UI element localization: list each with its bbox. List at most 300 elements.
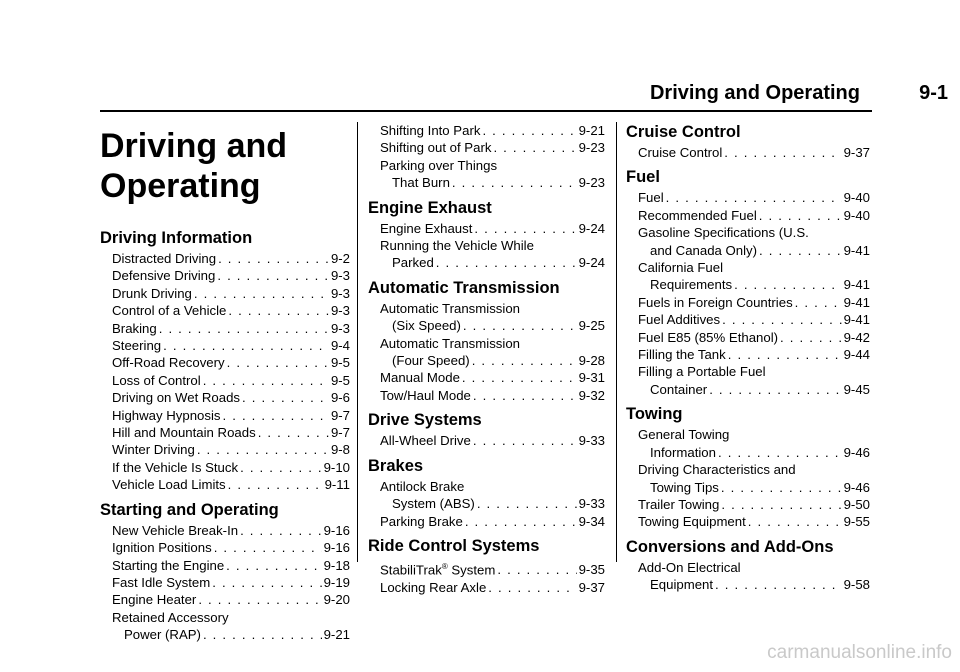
entry-row[interactable] [380,432,605,449]
entry-toc-link[interactable] [368,478,605,513]
entry-row[interactable] [638,242,870,259]
entry-title-text[interactable]: Steering [112,338,162,354]
entry-title[interactable] [380,369,460,386]
entry-title[interactable] [112,424,256,441]
toc-section [100,228,350,494]
entry-toc-link[interactable] [368,369,605,386]
entry-title-line2[interactable]: (Six Speed) [392,318,461,334]
entry-row[interactable] [112,267,350,284]
entry-row[interactable] [380,369,605,386]
entry-toc-link[interactable] [100,407,350,424]
section-heading: Conversions and Add-Ons [626,537,834,556]
entry-toc-link[interactable] [626,207,870,224]
entry-title-text[interactable]: If the Vehicle Is Stuck [112,459,239,475]
entry-toc-link[interactable] [100,459,350,476]
toc-section [100,500,350,644]
entry-title[interactable] [112,557,224,574]
entry-toc-link[interactable] [626,189,870,206]
entry-title-text[interactable]: Tow/Haul Mode [380,387,471,403]
entry-title-line1[interactable]: Retained Accessory [112,609,229,625]
entry-row[interactable] [638,444,870,461]
entry-page[interactable]: 9-33 [578,496,605,512]
entry-title[interactable] [380,220,472,237]
entry-title[interactable] [112,302,226,319]
entry-title[interactable] [380,513,463,530]
leader-dots [728,346,842,363]
entry-toc-link[interactable] [626,363,870,398]
entry-row[interactable] [380,513,605,530]
toc-column-2 [368,122,605,602]
entry-row[interactable] [638,144,870,161]
entry-page[interactable]: 9-16 [323,522,350,538]
entry-title-line2[interactable]: Information [650,444,716,460]
entry-toc-link[interactable] [100,539,350,556]
leader-dots [228,302,329,319]
entry-toc-link[interactable] [100,267,350,284]
leader-dots [721,496,841,513]
entry-toc-link[interactable] [100,250,350,267]
entry-page[interactable]: 9-19 [323,574,350,590]
entry-title[interactable] [112,591,196,608]
header-page-number: 9-1 [919,82,948,104]
entry-page[interactable]: 9-42 [843,329,870,345]
entry-title-line1[interactable]: General Towing [638,427,730,443]
section-heading: Brakes [368,456,424,475]
entry-title-text[interactable]: Driving on Wet Roads [112,390,241,406]
toc-column-1 [100,122,350,650]
entry-title-text[interactable]: Winter Driving [112,442,195,458]
leader-dots [482,122,576,139]
entry-title-text[interactable]: Control of a Vehicle [112,303,227,319]
entry-title[interactable] [380,579,486,596]
entry-title-text[interactable]: Fuel Additives [638,312,721,328]
entry-toc-link[interactable] [368,300,605,335]
entry-title-text[interactable]: Hill and Mountain Roads [112,425,256,441]
leader-dots [198,591,321,608]
entry-row[interactable] [380,558,605,579]
leader-dots [436,254,577,271]
entry-title-text[interactable]: Vehicle Load Limits [112,477,226,493]
entry-toc-link[interactable] [368,432,605,449]
entry-row[interactable] [112,557,350,574]
leader-dots [473,387,577,404]
entry-title-line2[interactable]: (Four Speed) [392,353,470,369]
entry-title[interactable] [112,574,210,591]
entry-title-text[interactable]: Loss of Control [112,372,201,388]
entry-row[interactable] [112,626,350,643]
entry-page[interactable]: 9-10 [323,459,350,475]
column-divider [357,122,358,562]
entry-page[interactable]: 9-5 [330,355,350,371]
leader-dots [721,479,842,496]
entry-row[interactable] [112,389,350,406]
entry-title-suffix[interactable]: System [447,562,496,578]
entry-title-line1[interactable]: Gasoline Specifications (U.S. [638,225,809,241]
entry-page[interactable]: 9-23 [578,175,605,191]
entry-row[interactable] [112,407,350,424]
entry-title-text[interactable]: Ignition Positions [112,540,212,556]
entry-row[interactable] [638,189,870,206]
entry-page[interactable]: 9-58 [843,577,870,593]
entry-row[interactable] [380,387,605,404]
entry-page[interactable]: 9-45 [843,381,870,397]
section-heading: Starting and Operating [100,500,279,519]
leader-dots [212,574,321,591]
toc-section [368,278,605,404]
leader-dots [228,476,323,493]
entry-title-line2[interactable]: Requirements [650,277,733,293]
entry-title-text[interactable]: Shifting Into Park [380,123,481,138]
entry-title-text[interactable]: Filling the Tank [638,347,726,363]
entry-toc-link[interactable] [368,579,605,596]
entry-title[interactable] [380,432,471,449]
entry-toc-link[interactable] [626,329,870,346]
entry-row[interactable] [638,576,870,593]
entry-toc-link[interactable] [100,574,350,591]
entry-row[interactable] [112,591,350,608]
entry-title-line2[interactable]: and Canada Only) [650,242,758,258]
entry-row[interactable] [380,220,605,237]
leader-dots [666,189,842,206]
entry-title-text[interactable]: Manual Mode [380,370,460,386]
entry-title[interactable] [638,329,778,346]
entry-title-line1[interactable]: Filling a Portable Fuel [638,364,766,380]
entry-toc-link[interactable] [368,157,605,192]
toc-section [626,404,870,530]
entry-toc-link[interactable] [100,557,350,574]
entry-row[interactable] [380,139,605,156]
entry-page[interactable]: 9-4 [330,338,350,354]
entry-page[interactable]: 9-11 [324,477,350,493]
leader-dots [734,276,842,293]
leader-dots [242,389,329,406]
entry-row[interactable] [638,496,870,513]
entry-page[interactable]: 9-3 [330,303,350,319]
toc-section [626,167,870,398]
leader-dots [465,513,577,530]
entry-row[interactable] [112,441,350,458]
entry-title[interactable] [380,122,480,139]
entry-title-text[interactable]: New Vehicle Break-In [112,522,239,538]
entry-toc-link[interactable] [626,461,870,496]
entry-page[interactable]: 9-44 [843,347,870,363]
entry-title-text[interactable]: Trailer Towing [638,496,720,512]
entry-toc-link[interactable] [626,426,870,461]
entry-title-text[interactable]: Engine Exhaust [380,220,473,236]
entry-page[interactable]: 9-31 [578,370,605,386]
leader-dots [718,444,842,461]
entry-toc-link[interactable] [626,224,870,259]
entry-title-text[interactable]: Fuel [638,190,664,206]
toc-section [626,537,870,594]
leader-dots [748,513,842,530]
leader-dots [214,539,322,556]
leader-dots [203,372,329,389]
entry-title[interactable] [112,407,220,424]
entry-row[interactable] [380,495,605,512]
entry-row[interactable] [112,285,350,302]
entry-title-line1[interactable]: Parking over Things [380,157,498,173]
entry-toc-link[interactable] [626,559,870,594]
entry-toc-link[interactable] [100,609,350,644]
entry-row[interactable] [112,459,350,476]
entry-toc-link[interactable] [368,237,605,272]
entry-page[interactable]: 9-41 [843,242,870,258]
entry-title-text[interactable]: Engine Heater [112,592,197,608]
entry-title-text[interactable]: Highway Hypnosis [112,407,221,423]
entry-title-line2[interactable]: Equipment [650,577,714,593]
entry-row[interactable] [112,250,350,267]
entry-toc-link[interactable] [100,441,350,458]
entry-title-text[interactable]: Starting the Engine [112,557,225,573]
leader-dots [473,432,577,449]
entry-title[interactable] [112,354,225,371]
entry-row[interactable] [638,311,870,328]
entry-page[interactable]: 9-46 [843,444,870,460]
entry-title[interactable] [112,372,201,389]
entry-title[interactable] [638,189,664,206]
entry-row[interactable] [380,317,605,334]
leader-dots [203,626,322,643]
entry-toc-link[interactable] [368,387,605,404]
section-heading: Ride Control Systems [368,536,540,555]
entry-toc-link[interactable] [368,220,605,237]
leader-dots [226,557,321,574]
entry-title-text[interactable]: Fuels in Foreign Countries [638,294,793,310]
entry-toc-link[interactable] [100,424,350,441]
entry-page[interactable]: 9-21 [323,627,350,643]
entry-title[interactable] [112,250,216,267]
entry-page[interactable]: 9-40 [843,207,870,223]
leader-dots [217,267,329,284]
entry-page[interactable]: 9-5 [330,372,350,388]
entry-toc-link[interactable] [368,122,605,139]
entry-title-text[interactable]: Off-Road Recovery [112,355,225,371]
entry-page[interactable]: 9-3 [330,320,350,336]
entry-title-line1[interactable]: Antilock Brake [380,478,465,494]
entry-title[interactable] [380,558,495,579]
entry-toc-link[interactable] [100,302,350,319]
entry-title-line1[interactable]: Driving Characteristics and [638,462,796,478]
entry-row[interactable] [112,424,350,441]
entry-title[interactable] [112,267,215,284]
entry-page[interactable]: 9-50 [843,496,870,512]
entry-toc-link[interactable] [100,522,350,539]
leader-dots [240,459,322,476]
entry-title[interactable] [112,476,226,493]
entry-title-line2[interactable]: Container [650,381,708,397]
entry-toc-link[interactable] [100,285,350,302]
chapter-title: Driving and Operating [100,127,288,205]
entry-page[interactable]: 9-24 [578,255,605,271]
entry-page[interactable]: 9-41 [843,312,870,328]
entry-title-line2[interactable]: That Burn [392,175,450,191]
entry-toc-link[interactable] [626,346,870,363]
entry-title[interactable] [638,496,719,513]
registered-mark: ® [441,561,448,571]
entry-toc-link[interactable] [626,496,870,513]
entry-title[interactable] [638,311,720,328]
entry-row[interactable] [112,372,350,389]
entry-page[interactable]: 9-37 [578,579,605,595]
entry-title[interactable] [112,320,157,337]
entry-row[interactable] [380,352,605,369]
entry-title-text[interactable]: Cruise Control [638,145,723,160]
entry-page[interactable]: 9-41 [843,277,870,293]
entry-page[interactable]: 9-37 [843,145,870,160]
entry-row[interactable] [638,346,870,363]
section-heading: Fuel [626,168,660,187]
entry-toc-link[interactable] [626,311,870,328]
entry-page[interactable]: 9-21 [578,123,605,138]
entry-title-line1[interactable]: Automatic Transmission [380,335,520,351]
leader-dots [163,337,329,354]
entry-page[interactable]: 9-6 [330,390,350,406]
entry-title[interactable] [112,441,195,458]
leader-dots [795,294,842,311]
entry-page[interactable]: 9-55 [843,514,870,530]
entry-page[interactable]: 9-46 [843,479,870,495]
entry-page[interactable]: 9-24 [578,220,605,236]
entry-title[interactable] [112,459,238,476]
entry-toc-link[interactable] [100,320,350,337]
entry-page[interactable]: 9-7 [330,425,350,441]
entry-title-text[interactable]: Parking Brake [380,513,463,529]
entry-title[interactable] [380,139,491,156]
leader-dots [493,139,576,156]
entry-title-text[interactable]: Shifting out of Park [380,140,492,156]
leader-dots [218,250,329,267]
entry-title-line2[interactable]: System (ABS) [392,496,475,512]
entry-title-text[interactable]: Defensive Driving [112,268,216,284]
entry-toc-link[interactable] [626,513,870,530]
entry-title[interactable] [112,285,192,302]
entry-row[interactable] [112,574,350,591]
entry-title-text[interactable]: StabiliTrak [380,562,442,578]
entry-page[interactable]: 9-40 [843,190,870,206]
entry-row[interactable] [380,254,605,271]
entry-row[interactable] [112,354,350,371]
entry-page[interactable]: 9-18 [323,557,350,573]
leader-dots [759,242,842,259]
entry-row[interactable] [380,122,605,139]
entry-toc-link[interactable] [368,558,605,579]
entry-row[interactable] [638,381,870,398]
entry-row[interactable] [112,337,350,354]
entry-toc-link[interactable] [368,513,605,530]
entry-title-line1[interactable]: Add-On Electrical [638,559,741,575]
entry-title-line1[interactable]: California Fuel [638,260,724,276]
entry-title[interactable] [638,346,726,363]
entry-title-line1[interactable]: Running the Vehicle While [380,238,534,254]
entry-title[interactable] [638,294,793,311]
entry-row[interactable] [638,276,870,293]
entry-title-text[interactable]: Fuel E85 (85% Ethanol) [638,329,779,345]
entry-title-line2[interactable]: Towing Tips [650,479,719,495]
entry-toc-link[interactable] [100,372,350,389]
entry-row[interactable] [380,174,605,191]
entry-row[interactable] [638,294,870,311]
entry-toc-link[interactable] [626,259,870,294]
entry-toc-link[interactable] [100,591,350,608]
entry-row[interactable] [638,479,870,496]
entry-title[interactable] [112,337,161,354]
entry-page[interactable]: 9-34 [578,513,605,529]
entry-page[interactable]: 9-23 [578,140,605,156]
entry-page[interactable]: 9-2 [330,251,350,266]
entry-row[interactable] [112,539,350,556]
entry-row[interactable] [112,302,350,319]
entry-row[interactable] [112,476,350,493]
entry-page[interactable]: 9-32 [578,387,605,403]
entry-title[interactable] [638,513,746,530]
entry-toc-link[interactable] [626,294,870,311]
entry-title-text[interactable]: Recommended Fuel [638,207,757,223]
entry-page[interactable]: 9-20 [323,592,350,608]
entry-toc-link[interactable] [626,144,870,161]
entry-page[interactable]: 9-28 [578,353,605,369]
leader-dots [472,352,577,369]
entry-title-text[interactable]: Braking [112,320,157,336]
leader-dots [474,220,576,237]
entry-page[interactable]: 9-35 [578,562,605,578]
entry-row[interactable] [638,329,870,346]
entry-toc-link[interactable] [100,476,350,493]
entry-title-text[interactable]: All-Wheel Drive [380,433,471,449]
entry-page[interactable]: 9-8 [330,442,350,458]
entry-title-text[interactable]: Fast Idle System [112,574,211,590]
leader-dots [463,317,577,334]
entry-row[interactable] [638,513,870,530]
section-heading: Drive Systems [368,411,482,430]
leader-dots [780,329,842,346]
entry-title[interactable] [112,389,240,406]
entry-title-text[interactable]: Locking Rear Axle [380,579,487,595]
entry-row[interactable] [112,522,350,539]
entry-toc-link[interactable] [368,139,605,156]
entry-page[interactable]: 9-7 [330,407,350,423]
entry-toc-link[interactable] [100,354,350,371]
entry-page[interactable]: 9-33 [578,433,605,449]
entry-toc-link[interactable] [100,389,350,406]
header-title: Driving and Operating [649,82,860,104]
leader-dots [488,579,576,596]
entry-title-text[interactable]: Distracted Driving [112,251,217,266]
entry-page[interactable]: 9-3 [330,268,350,284]
entry-row[interactable] [380,579,605,596]
entry-page[interactable]: 9-16 [323,540,350,556]
page-header [0,82,960,110]
entry-title-text[interactable]: Drunk Driving [112,285,192,301]
entry-toc-link[interactable] [100,337,350,354]
toc-section [368,198,605,272]
entry-page[interactable]: 9-41 [843,294,870,310]
entry-title[interactable] [112,522,238,539]
entry-title[interactable] [112,539,212,556]
entry-row[interactable] [112,320,350,337]
entry-page[interactable]: 9-3 [330,285,350,301]
entry-row[interactable] [638,207,870,224]
entry-title-line2[interactable]: Parked [392,255,434,271]
entry-title-line1[interactable]: Automatic Transmission [380,300,520,316]
entry-title[interactable] [380,387,471,404]
entry-page[interactable]: 9-25 [578,318,605,334]
entry-toc-link[interactable] [368,335,605,370]
entry-title-text[interactable]: Towing Equipment [638,514,746,530]
entry-title[interactable] [638,207,757,224]
entry-title[interactable] [638,144,722,161]
entry-title-line2[interactable]: Power (RAP) [124,627,201,643]
